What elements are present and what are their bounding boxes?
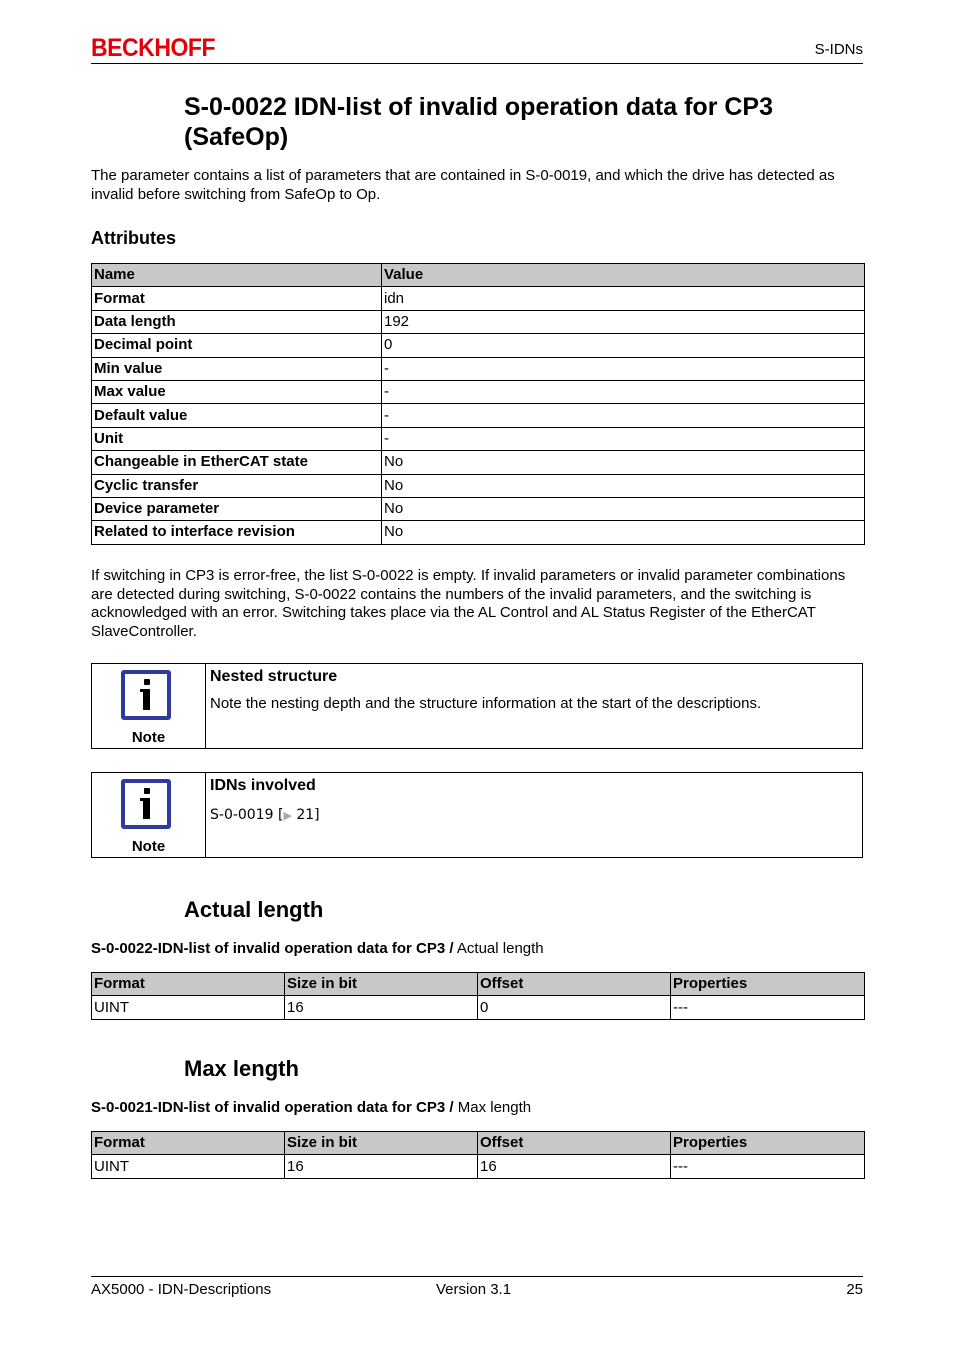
attribute-value: No xyxy=(382,474,865,497)
max-length-subheading xyxy=(91,1099,531,1116)
attribute-name: Default value xyxy=(92,404,382,427)
cell-format: UINT xyxy=(92,996,285,1019)
attribute-value: No xyxy=(382,497,865,520)
attribute-value: - xyxy=(382,427,865,450)
column-header-properties: Properties xyxy=(671,1132,865,1155)
table-row xyxy=(92,451,865,474)
switching-paragraph: If switching in CP3 is error-free, the list S-0-0022 is empty. If invalid parameters or invalid parameter combinations are detected during switching, S-0-0022 contains the numbers of the invalid parameters, and the switching is acknowledged with an error. Switching takes place via the AL Control and AL Status Register of the EtherCAT SlaveController. xyxy=(91,567,846,640)
page-title: S-0-0022 IDN-list of invalid operation data for CP3 (SafeOp) xyxy=(184,93,774,151)
attributes-heading: Attributes xyxy=(91,228,176,248)
footer-document-title: AX5000 - IDN-Descriptions xyxy=(91,1281,272,1298)
actual-length-heading: Actual length xyxy=(184,897,324,922)
table-row xyxy=(92,427,865,450)
column-header-offset: Offset xyxy=(478,973,671,996)
table-row xyxy=(92,1155,865,1178)
footer-version: Version 3.1 xyxy=(436,1281,512,1298)
attribute-name: Format xyxy=(92,287,382,310)
attribute-value: - xyxy=(382,357,865,380)
actual-length-table xyxy=(91,972,865,1020)
table-row xyxy=(92,310,865,333)
table-header-row xyxy=(92,973,865,996)
link-text: S-0-0019 [ xyxy=(210,807,284,823)
attribute-value: - xyxy=(382,404,865,427)
attribute-name: Related to interface revision xyxy=(92,521,382,544)
cell-properties: --- xyxy=(671,1155,865,1178)
attribute-value: idn xyxy=(382,287,865,310)
note-title: IDNs involved xyxy=(210,777,316,794)
header-divider xyxy=(91,63,863,64)
attribute-value: No xyxy=(382,451,865,474)
column-header-name: Name xyxy=(92,264,382,287)
attribute-name: Changeable in EtherCAT state xyxy=(92,451,382,474)
cell-size: 16 xyxy=(285,996,478,1019)
note-idns-involved xyxy=(91,772,863,858)
beckhoff-logo: BECKHOFF xyxy=(91,34,216,62)
note-nested-structure xyxy=(91,663,863,749)
cell-format: UINT xyxy=(92,1155,285,1178)
attribute-value: 192 xyxy=(382,310,865,333)
page-arrow-icon: ▶ xyxy=(283,809,292,822)
footer-divider xyxy=(91,1276,863,1277)
note-text: Note the nesting depth and the structure information at the start of the descriptions. xyxy=(210,695,762,712)
actual-length-subheading xyxy=(91,940,544,957)
subheading-bold: S-0-0021-IDN-list of invalid operation data for CP3 / xyxy=(91,1099,454,1116)
idn-link-s-0-0019[interactable] xyxy=(210,807,320,823)
subheading-bold: S-0-0022-IDN-list of invalid operation data for CP3 / xyxy=(91,940,454,957)
note-title: Nested structure xyxy=(210,668,338,685)
info-icon xyxy=(121,670,171,720)
table-row xyxy=(92,996,865,1019)
table-header-row xyxy=(92,1132,865,1155)
column-header-properties: Properties xyxy=(671,973,865,996)
table-row xyxy=(92,474,865,497)
attributes-table xyxy=(91,263,865,545)
page-number: 25 xyxy=(846,1281,863,1298)
attribute-name: Decimal point xyxy=(92,334,382,357)
attribute-name: Cyclic transfer xyxy=(92,474,382,497)
attribute-name: Device parameter xyxy=(92,497,382,520)
note-side-panel xyxy=(92,664,206,748)
table-row xyxy=(92,521,865,544)
attribute-value: No xyxy=(382,521,865,544)
subheading-normal: Max length xyxy=(453,1099,532,1116)
table-row xyxy=(92,497,865,520)
max-length-table xyxy=(91,1131,865,1179)
info-icon xyxy=(121,779,171,829)
column-header-offset: Offset xyxy=(478,1132,671,1155)
cell-offset: 16 xyxy=(478,1155,671,1178)
column-header-format: Format xyxy=(92,1132,285,1155)
attribute-name: Max value xyxy=(92,380,382,403)
column-header-size: Size in bit xyxy=(285,973,478,996)
table-row xyxy=(92,380,865,403)
attribute-name: Unit xyxy=(92,427,382,450)
note-label: Note xyxy=(131,729,166,746)
column-header-format: Format xyxy=(92,973,285,996)
subheading-normal: Actual length xyxy=(453,940,544,957)
attributes-header-row xyxy=(92,264,865,287)
table-row xyxy=(92,404,865,427)
cell-offset: 0 xyxy=(478,996,671,1019)
table-row xyxy=(92,357,865,380)
table-row xyxy=(92,334,865,357)
header-section-title: S-IDNs xyxy=(814,41,863,58)
link-page: 21] xyxy=(291,807,320,823)
attribute-name: Data length xyxy=(92,310,382,333)
intro-paragraph: The parameter contains a list of parameters that are contained in S-0-0019, and which the drive has detected as invalid before switching from SafeOp to Op. xyxy=(91,167,835,203)
cell-size: 16 xyxy=(285,1155,478,1178)
max-length-heading: Max length xyxy=(184,1056,299,1081)
attribute-value: - xyxy=(382,380,865,403)
note-side-panel xyxy=(92,773,206,857)
cell-properties: --- xyxy=(671,996,865,1019)
column-header-value: Value xyxy=(382,264,865,287)
note-label: Note xyxy=(131,838,166,855)
table-row xyxy=(92,287,865,310)
attribute-value: 0 xyxy=(382,334,865,357)
attribute-name: Min value xyxy=(92,357,382,380)
column-header-size: Size in bit xyxy=(285,1132,478,1155)
